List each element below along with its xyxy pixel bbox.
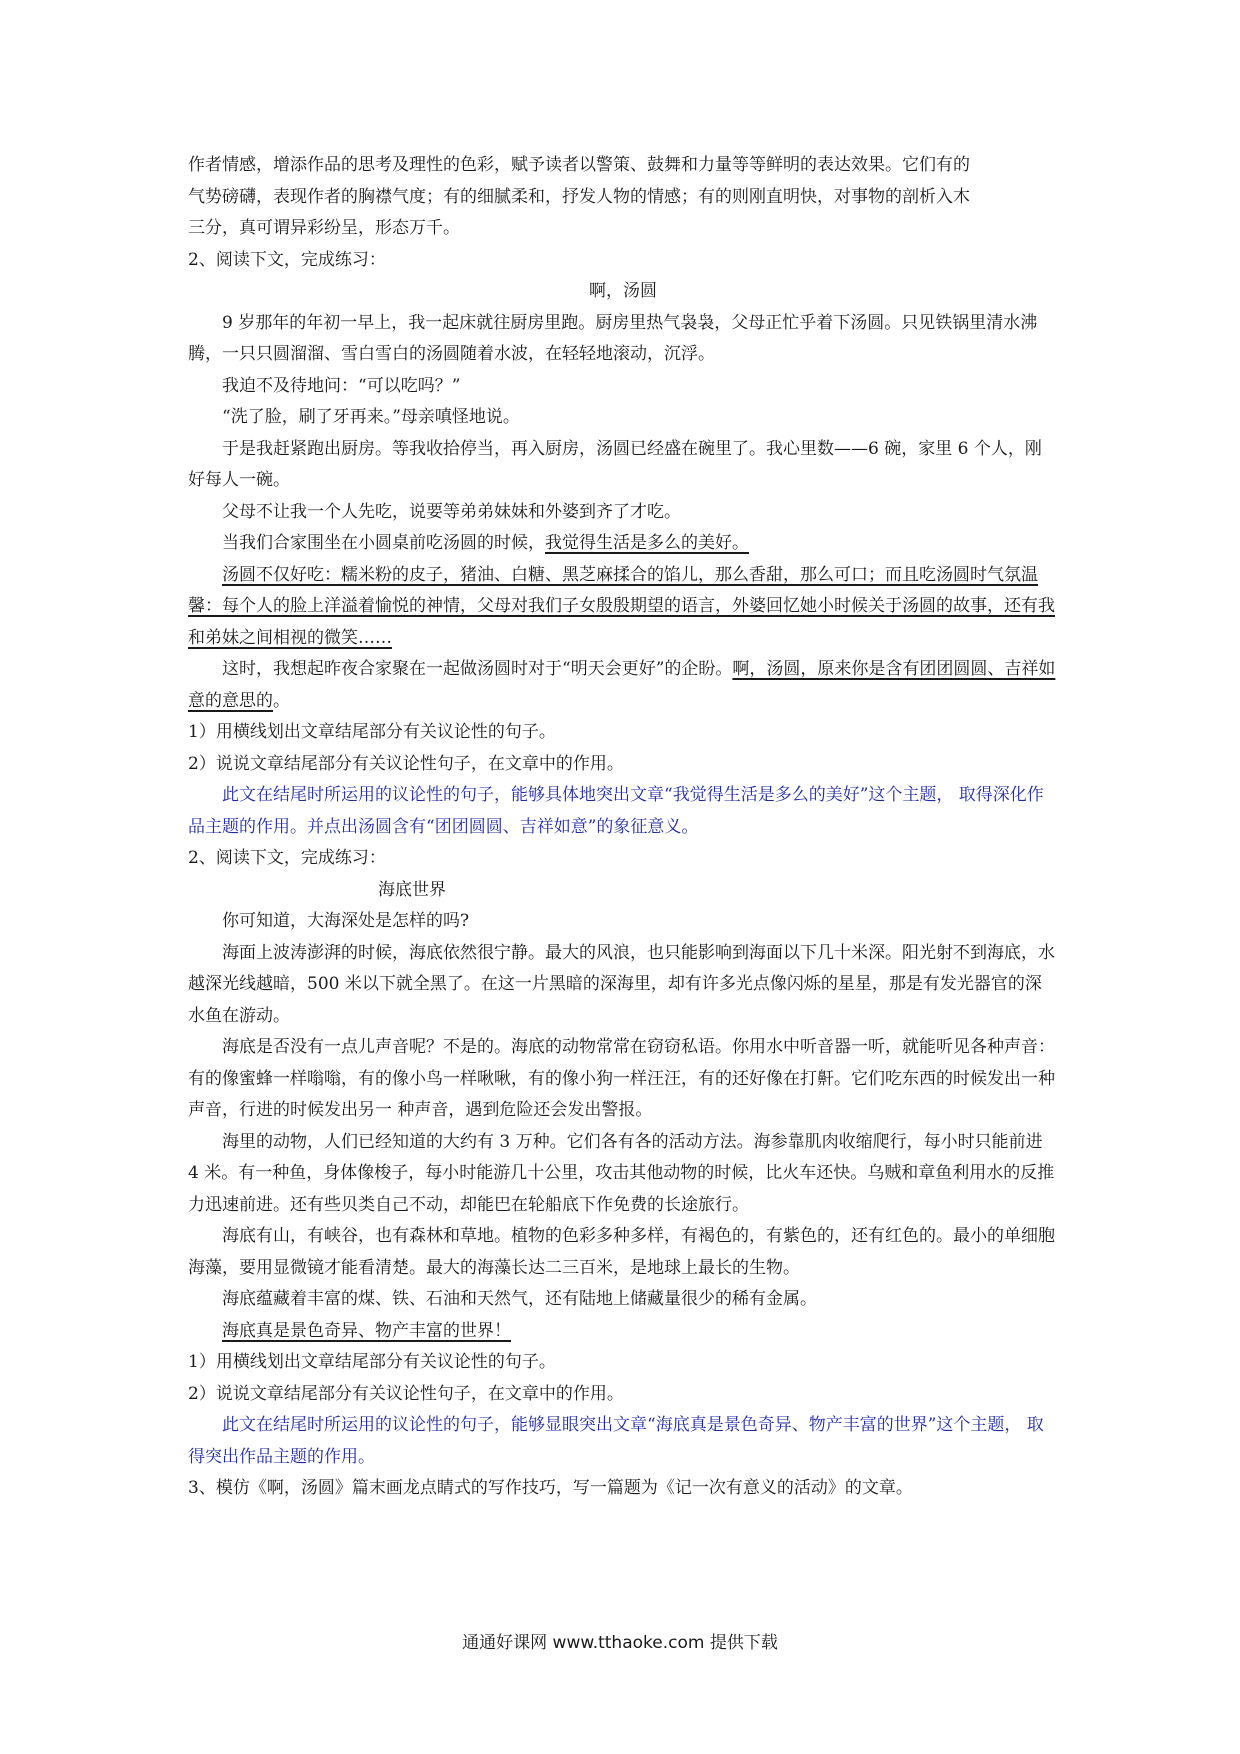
paragraph: “洗了脸，刷了牙再来。”母亲嗔怪地说。 [222,407,520,427]
question-2: 2）说说文章结尾部分有关议论性句子，在文章中的作用。 [188,1383,624,1404]
paragraph: 9 岁那年的年初一早上，我一起床就往厨房里跑。厨房里热气袅袅，父母正忙乎着下汤圆。只见铁锅里清水沸腾，一只只圆溜溜、雪白雪白的汤圆随着水波，在轻轻地滚动，沉浮。 [188,312,1038,364]
intro-line-1: 作者情感，增添作品的思考及理性的色彩，赋予读者以警策、鼓舞和力量等等鲜明的表达效果。它们有的 [188,155,970,175]
text-span: 当我们合家围坐在小圆桌前吃汤圆的时候， [222,533,545,553]
paragraph: 海面上波涛澎湃的时候，海底依然很宁静。最大的风浪，也只能影响到海面以下几十米深。阳光射不到海底，水越深光线越暗，500 米以下就全黑了。在这一片黑暗的深海里，却有许多光点像闪烁的星星，那是有发光器官的深水鱼在游动。 [188,942,1055,1026]
paragraph [188,654,1058,717]
underlined-sentence: 我觉得生活是多么的美好。 [545,533,749,553]
paragraph: 父母不让我一个人先吃，说要等弟弟妹妹和外婆到齐了才吃。 [222,501,681,522]
paragraph: 海底有山，有峡谷，也有森林和草地。植物的色彩多种多样，有褐色的，有紫色的，还有红色的。最小的单细胞海藻，要用显微镜才能看清楚。最大的海藻长达二三百米，是地球上最长的生物。 [188,1226,1055,1278]
exercise-instruction-3: 3、模仿《啊，汤圆》篇末画龙点睛式的写作技巧，写一篇题为《记一次有意义的活动》的文章。 [188,1478,913,1498]
paragraph: 于是我赶紧跑出厨房。等我收拾停当，再入厨房，汤圆已经盛在碗里了。我心里数——6 碗，家里 6 个人，刚好每人一碗。 [188,438,1042,490]
document-body [188,150,1058,1505]
underlined-sentence: 汤圆不仅好吃：糯米粉的皮子，猪油、白糖、黑芝麻揉合的馅儿，那么香甜，那么可口；而且吃汤圆时气氛温馨：每个人的脸上洋溢着愉悦的神情，父母对我们子女殷殷期望的语言，外婆回忆她小时候关于汤圆的故事，还有我和弟妹之间相视的微笑…… [188,564,1055,648]
question-1: 1）用横线划出文章结尾部分有关议论性的句子。 [188,1352,556,1372]
text-span: 。 [273,690,290,711]
article-title-haidi: 海底世界 [378,879,446,900]
paragraph: 海底蕴藏着丰富的煤、铁、石油和天然气，还有陆地上储藏量很少的稀有金属。 [222,1289,817,1309]
answer-text: 此文在结尾时所运用的议论性的句子，能够具体地突出文章“我觉得生活是多么的美好”这个主题， 取得深化作品主题的作用。并点出汤圆含有“团团圆圆、吉祥如意”的象征意义。 [188,785,1044,837]
exercise-instruction-1: 2、阅读下文，完成练习： [188,249,386,270]
underlined-sentence: 啊，汤圆，原来你是含有团团圆圆、吉祥如意的意思的 [188,659,1056,711]
article-title-tangyuan: 啊，汤圆 [589,281,657,301]
question-1: 1）用横线划出文章结尾部分有关议论性的句子。 [188,722,556,742]
exercise-instruction-2: 2、阅读下文，完成练习： [188,848,386,868]
intro-line-2: 气势磅礴，表现作者的胸襟气度；有的细腻柔和，抒发人物的情感；有的则刚直明快，对事物的剖析入木 [188,186,970,207]
paragraph: 海底是否没有一点儿声音呢？不是的。海底的动物常常在窃窃私语。你用水中听音器一听，就能听见各种声音：有的像蜜蜂一样嗡嗡，有的像小鸟一样啾啾，有的像小狗一样汪汪，有的还好像在打鼾。它们吃东西的时候发出一种声音，行进的时候发出另一 种声音，遇到危险还会发出警报。 [188,1037,1055,1120]
answer-text: 此文在结尾时所运用的议论性的句子，能够显眼突出文章“海底真是景色奇异、物产丰富的世界”这个主题， 取得突出作品主题的作用。 [188,1415,1044,1467]
text-span: 这时，我想起昨夜合家聚在一起做汤圆时对于“明天会更好”的企盼。 [222,659,733,679]
paragraph: 我迫不及待地问：“可以吃吗？” [222,375,461,396]
intro-line-3: 三分，真可谓异彩纷呈，形态万千。 [188,218,460,238]
page-footer: 通通好课网 www.tthaoke.com 提供下载 [462,1633,778,1653]
paragraph: 海里的动物，人们已经知道的大约有 3 万种。它们各有各的活动方法。海参靠肌肉收缩爬行，每小时只能前进 4 米。有一种鱼，身体像梭子，每小时能游几十公里，攻击其他动物的时候，比火车还快。乌贼和章鱼利用水的反推力迅速前进。还有些贝类自己不动，却能巴在轮船底下作免费的长途旅行。 [188,1131,1055,1215]
paragraph: 你可知道，大海深处是怎样的吗? [222,911,470,931]
question-2: 2）说说文章结尾部分有关议论性句子，在文章中的作用。 [188,753,624,774]
underlined-sentence: 海底真是景色奇异、物产丰富的世界！ [222,1320,511,1341]
paragraph [188,1316,1058,1348]
paragraph [188,560,1058,655]
paragraph [188,528,1058,560]
